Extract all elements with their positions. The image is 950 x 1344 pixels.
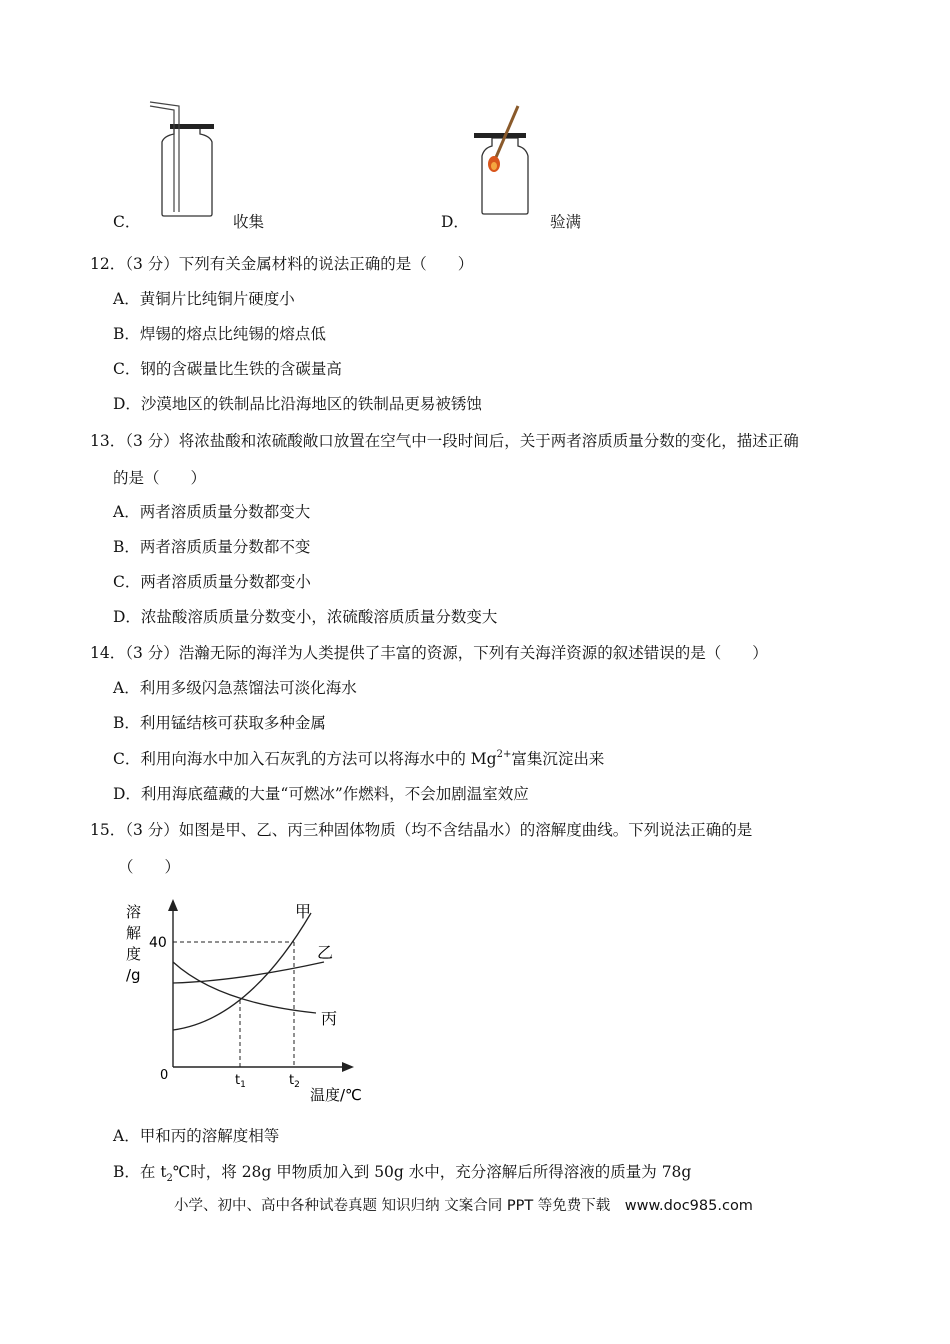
x-tick-t1-sub: 1: [240, 1080, 246, 1090]
q13-option-c: C．两者溶质质量分数都变小: [113, 573, 311, 591]
q13-option-b: B．两者溶质质量分数都不变: [113, 538, 311, 556]
x-tick-t1: [235, 1073, 246, 1090]
solubility-curve-chart: [118, 895, 378, 1110]
q14-option-d: D．利用海底蕴藏的大量“可燃冰”作燃料，不会加剧温室效应: [113, 785, 529, 803]
x-tick-t2: [289, 1073, 300, 1090]
q15-option-b-subscript: 2: [166, 1173, 173, 1184]
q13-option-a: A．两者溶质质量分数都变大: [113, 503, 311, 521]
q15-stem-line2: （ ）: [118, 858, 181, 876]
q15-option-a: A．甲和丙的溶解度相等: [113, 1127, 280, 1145]
y-label-char-2: 解: [126, 924, 142, 942]
q13-option-d: D．浓盐酸溶质质量分数变小，浓硫酸溶质质量分数变大: [113, 608, 498, 626]
q11-option-c-caption: 收集: [233, 213, 265, 231]
q11-option-d-letter: D．: [441, 213, 469, 231]
q14-stem: 14．（3 分）浩瀚无际的海洋为人类提供了丰富的资源，下列有关海洋资源的叙述错误的是（ ）: [90, 644, 768, 662]
q14-option-c-text-end: 富集沉淀出来: [511, 750, 605, 768]
y-label-char-3: 度: [126, 945, 142, 963]
q13-stem-line1: 13．（3 分）将浓盐酸和浓硫酸敞口放置在空气中一段时间后，关于两者溶质质量分数的变化，描述正确: [90, 432, 799, 450]
q12-option-a: A．黄铜片比纯铜片硬度小: [113, 290, 295, 308]
q14-option-c: [113, 749, 604, 772]
y-label-char-4: /g: [126, 966, 141, 984]
x-tick-t2-sub: 2: [294, 1080, 300, 1090]
curve-yi: [173, 962, 324, 983]
q11-option-d-caption: 验满: [550, 213, 582, 231]
q15-stem-line1: 15．（3 分）如图是甲、乙、丙三种固体物质（均不含结晶水）的溶解度曲线。下列说法正确的是: [90, 821, 753, 839]
x-axis-arrow: [342, 1062, 354, 1072]
q12-stem: 12．（3 分）下列有关金属材料的说法正确的是（ ）: [90, 255, 474, 273]
y-label-char-1: 溶: [126, 903, 142, 921]
curve-bing: [173, 962, 316, 1013]
origin-label: 0: [160, 1068, 169, 1083]
x-tick-t1-main: t: [235, 1073, 241, 1088]
y-tick-40: 40: [149, 935, 167, 951]
x-tick-t2-main: t: [289, 1073, 295, 1088]
q11-option-c-letter: C．: [113, 213, 141, 231]
curve-jia: [173, 913, 311, 1030]
gas-collection-bottle-figure: [140, 100, 230, 218]
q14-option-b: B．利用锰结核可获取多种金属: [113, 714, 326, 732]
page-footer: 小学、初中、高中各种试卷真题 知识归纳 文案合同 PPT 等免费下载 www.doc985.com: [174, 1198, 753, 1214]
series-label-yi: 乙: [317, 943, 334, 962]
gas-test-bottle-figure: [470, 100, 550, 218]
q12-option-c: C．钢的含碳量比生铁的含碳量高: [113, 360, 342, 378]
q14-option-a: A．利用多级闪急蒸馏法可淡化海水: [113, 679, 357, 697]
q12-option-b: B．焊锡的熔点比纯锡的熔点低: [113, 325, 326, 343]
q15-option-b: [113, 1162, 691, 1185]
q14-option-c-superscript: 2+: [496, 749, 512, 760]
q15-option-b-text: B．在 t: [113, 1163, 167, 1181]
series-label-bing: 丙: [321, 1009, 338, 1028]
x-axis-label: 温度/℃: [310, 1086, 362, 1104]
q13-stem-line2: 的是（ ）: [113, 469, 207, 487]
q12-option-d: D．沙漠地区的铁制品比沿海地区的铁制品更易被锈蚀: [113, 395, 482, 413]
q14-option-c-text: C．利用向海水中加入石灰乳的方法可以将海水中的 Mg: [113, 750, 497, 768]
y-axis-arrow: [168, 899, 178, 911]
series-label-jia: 甲: [295, 902, 312, 921]
q15-option-b-text-end: ℃时，将 28g 甲物质加入到 50g 水中，充分溶解后所得溶液的质量为 78g: [172, 1163, 692, 1181]
